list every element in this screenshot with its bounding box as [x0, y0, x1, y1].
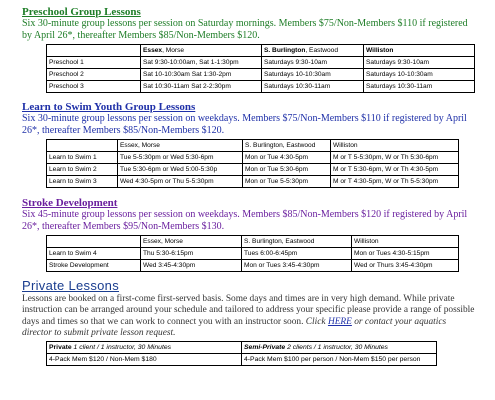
schedule-cell: Wed or Thurs 3:45-4:30pm [352, 260, 459, 272]
preschool-description: Six 30-minute group lessons per session on Saturday mornings. Members $75/Non-Members $110 if registered by April 26*, thereafter Members $85/Non-Members $120. [22, 18, 468, 41]
schedule-cell: M or T 5:30-6pm, W or Th 4:30-5pm [331, 164, 459, 176]
location-name: Essex [143, 47, 163, 54]
table-row [47, 81, 475, 93]
schedule-cell: Tue 5:30-6pm or Wed 5:00-5:30p [118, 164, 243, 176]
table-row [47, 69, 475, 81]
header-cell-essex [141, 236, 242, 248]
table-header-row [47, 342, 437, 354]
header-cell-essex [141, 45, 262, 57]
header-cell-sburlington [262, 45, 364, 57]
schedule-cell: Thu 5:30-6:15pm [141, 248, 242, 260]
table-header-row [47, 140, 459, 152]
header-cell-sburlington [242, 236, 352, 248]
schedule-cell: Saturdays 10-10:30am [364, 69, 475, 81]
preschool-title: Preschool Group Lessons [22, 6, 141, 18]
level-cell: Preschool 1 [47, 57, 141, 69]
header-cell-williston [352, 236, 459, 248]
schedule-cell: M or T 5-5:30pm, W or Th 5:30-6pm [331, 152, 459, 164]
stroke-description: Six 45-minute group lessons per session on weekdays. Members $85/Non-Members $120 if registered by April 26*, thereafter Members $95/Non-Members $130. [22, 209, 468, 232]
header-cell-blank [47, 236, 141, 248]
level-cell: Preschool 2 [47, 69, 141, 81]
header-cell-sburlington [243, 140, 331, 152]
location-venue: , Morse [162, 47, 185, 54]
location-venue: , Morse [160, 238, 183, 245]
schedule-cell: Mon or Tue 5-5:30pm [243, 176, 331, 188]
location-name: Williston [333, 142, 358, 149]
youth-title: Learn to Swim Youth Group Lessons [22, 101, 196, 113]
schedule-cell: Sat 10:30-11am Sat 2-2:30pm [141, 81, 262, 93]
schedule-cell: Saturdays 9:30-10am [364, 57, 475, 69]
table-header-row [47, 236, 459, 248]
price-cell: 4-Pack Mem $120 / Non-Mem $180 [47, 354, 242, 366]
private-description [22, 294, 475, 339]
private-pricing-table [46, 341, 437, 366]
schedule-cell: Saturdays 10:30-11am [262, 81, 364, 93]
table-row [47, 57, 475, 69]
link-suffix: or contact your aquatics director to submit private lesson request. [22, 316, 447, 338]
level-cell: Learn to Swim 3 [47, 176, 118, 188]
location-name: Williston [366, 47, 394, 54]
schedule-cell: Sat 10-10:30am Sat 1:30-2pm [141, 69, 262, 81]
schedule-cell: Mon or Tues 3:45-4:30pm [242, 260, 352, 272]
location-name: S. Burlington [264, 47, 306, 54]
header-cell-private [47, 342, 242, 354]
stroke-title: Stroke Development [22, 197, 118, 209]
location-name: Essex [143, 238, 161, 245]
schedule-cell: Sat 9:30-10:00am, Sat 1-1:30pm [141, 57, 262, 69]
schedule-cell: Saturdays 9:30-10am [262, 57, 364, 69]
table-row [47, 260, 459, 272]
schedule-cell: Mon or Tue 4:30-5pm [243, 152, 331, 164]
level-cell: Learn to Swim 2 [47, 164, 118, 176]
schedule-cell: Mon or Tues 4:30-5:15pm [352, 248, 459, 260]
schedule-cell: Wed 4:30-5pm or Thu 5-5:30pm [118, 176, 243, 188]
level-cell: Learn to Swim 1 [47, 152, 118, 164]
header-cell-blank [47, 140, 118, 152]
location-venue: , Morse [137, 142, 160, 149]
location-name: S. Burlington [245, 142, 283, 149]
click-prefix: Click [305, 316, 328, 327]
schedule-cell: M or T 4:30-5pm, W or Th 5-5:30pm [331, 176, 459, 188]
youth-description: Six 30-minute group lessons per session on weekdays. Members $75/Non-Members $110 if registered by April 26*, thereafter Members $85/Non-Members $120. [22, 113, 467, 136]
schedule-cell: Wed 3:45-4:30pm [141, 260, 242, 272]
header-cell-essex [118, 140, 243, 152]
schedule-cell: Tues 6:00-6:45pm [242, 248, 352, 260]
private-description-text: Lessons are booked on a first-come first-served basis. Some days and times are in very high demand. While private instruction can be arranged around your schedule and tailored to address your specific please provide a range of possible days and times so that we can work to connect you with an instructor soon. [22, 294, 475, 327]
semi-private-detail: 2 clients / 1 instructor, 30 Minutes [285, 344, 388, 352]
table-header-row [47, 45, 475, 57]
level-cell: Learn to Swim 4 [47, 248, 141, 260]
price-cell: 4-Pack Mem $100 per person / Non-Mem $150 per person [242, 354, 437, 366]
location-venue: , Eastwood [281, 238, 315, 245]
location-name: S. Burlington [244, 238, 282, 245]
stroke-schedule-table [46, 235, 459, 272]
table-row [47, 152, 459, 164]
table-row [47, 354, 437, 366]
location-name: Essex [120, 142, 138, 149]
schedule-cell: Mon or Tue 5:30-6pm [243, 164, 331, 176]
header-cell-blank [47, 45, 141, 57]
private-title: Private Lessons [22, 278, 119, 293]
table-row [47, 248, 459, 260]
semi-private-label: Semi-Private [244, 344, 286, 352]
schedule-cell: Saturdays 10:30-11am [364, 81, 475, 93]
schedule-cell: Saturdays 10-10:30am [262, 69, 364, 81]
youth-schedule-table [46, 139, 459, 188]
table-row [47, 164, 459, 176]
here-link[interactable]: HERE [327, 316, 352, 327]
preschool-schedule-table [46, 44, 475, 93]
level-cell: Preschool 3 [47, 81, 141, 93]
private-label: Private [49, 344, 72, 352]
schedule-cell: Tue 5-5:30pm or Wed 5:30-6pm [118, 152, 243, 164]
location-name: Williston [354, 238, 379, 245]
header-cell-semi-private [242, 342, 437, 354]
table-row [47, 176, 459, 188]
private-detail: 1 client / 1 instructor, 30 Minutes [71, 344, 172, 352]
header-cell-williston [364, 45, 475, 57]
location-venue: , Eastwood [282, 142, 316, 149]
level-cell: Stroke Development [47, 260, 141, 272]
header-cell-williston [331, 140, 459, 152]
location-venue: , Eastwood [305, 47, 339, 54]
